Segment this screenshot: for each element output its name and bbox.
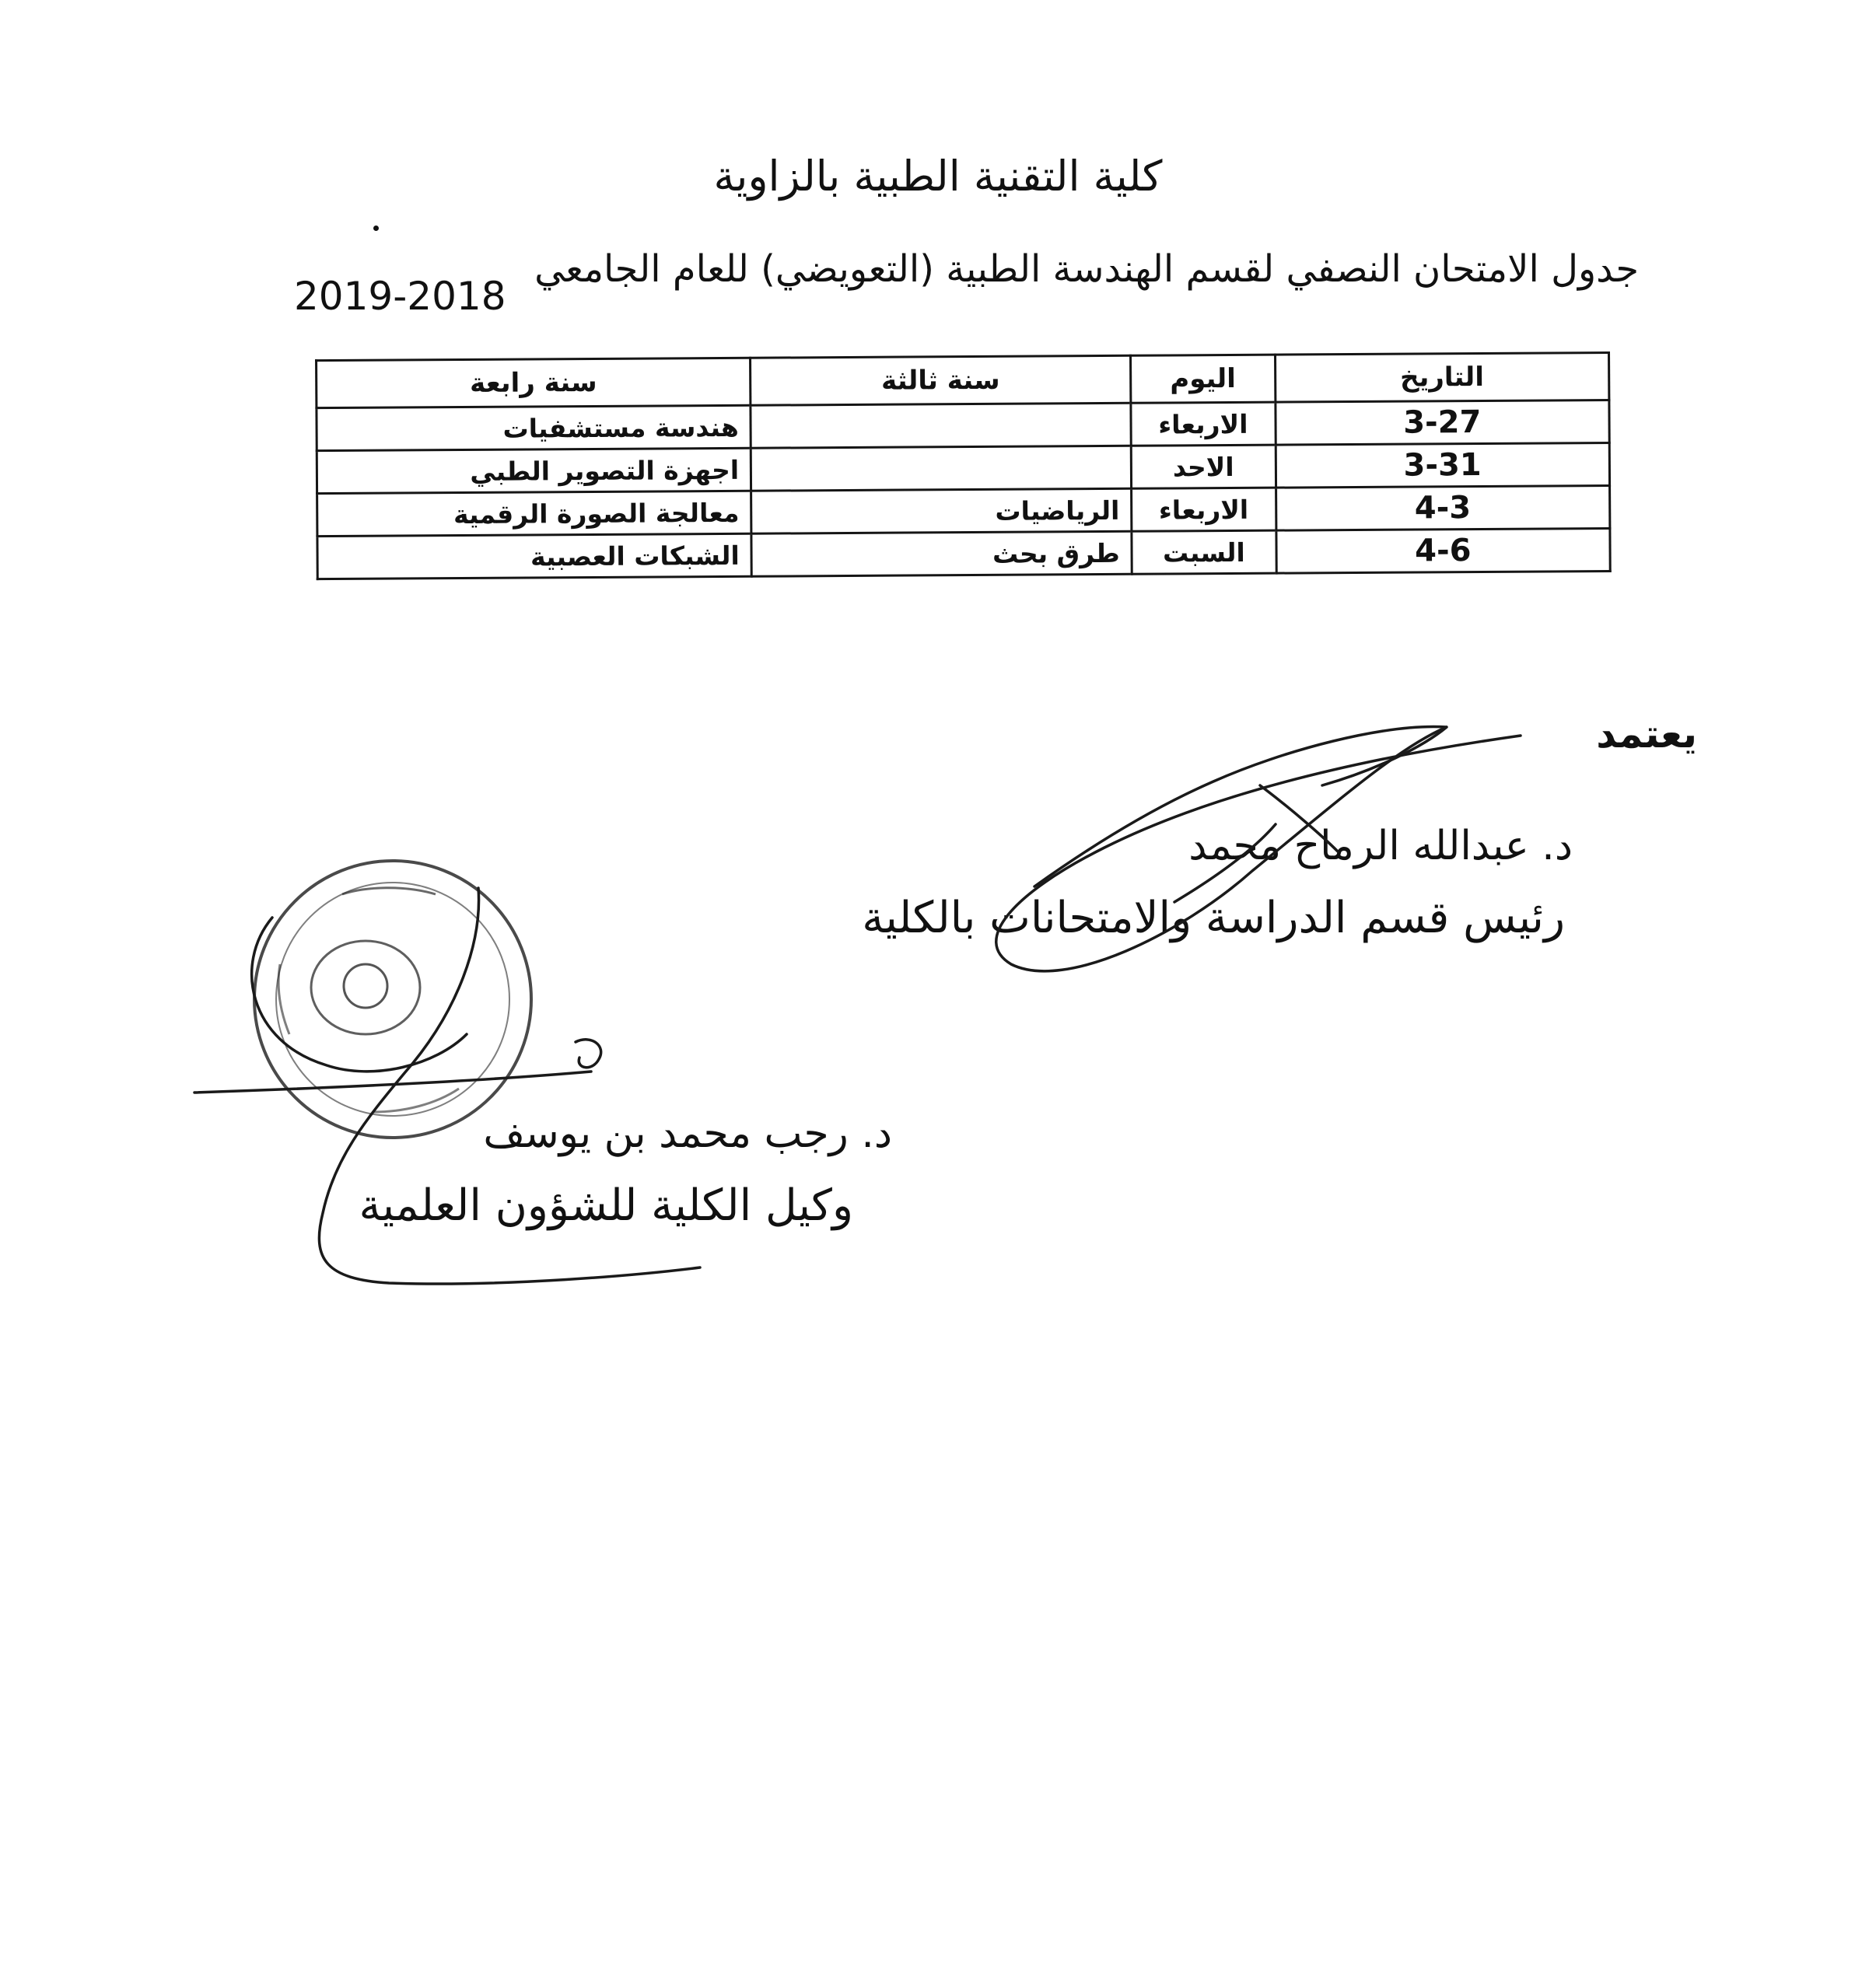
cell-fourth-year: اجهزة التصوير الطبي <box>317 448 751 493</box>
cell-third-year <box>751 403 1131 448</box>
official-stamp <box>254 861 531 1138</box>
cell-date: 4-3 <box>1276 486 1610 531</box>
header-day: اليوم <box>1131 355 1276 403</box>
table-row <box>317 400 1609 451</box>
approval-label: يعتمد <box>1596 712 1697 757</box>
header-fourth-year: سنة رابعة <box>317 358 751 407</box>
cell-fourth-year: الشبكات العصبية <box>317 533 752 579</box>
cell-day: الاربعاء <box>1131 402 1276 446</box>
exam-schedule-table <box>315 351 1612 580</box>
signatory1-name: د. عبدالله الرماح محمد <box>1188 823 1573 869</box>
cell-date: 3-31 <box>1276 443 1610 488</box>
cell-day: الاحد <box>1131 445 1276 488</box>
schedule-title-line1: جدول الامتحان النصفي لقسم الهندسة الطبية (التعويضي) للعام الجامعي <box>534 247 1639 291</box>
cell-third-year: الرياضيات <box>751 488 1132 533</box>
cell-day: السبت <box>1132 530 1276 574</box>
header-date: التاريخ <box>1275 353 1609 403</box>
cell-fourth-year: هندسة مستشفيات <box>317 405 751 450</box>
cell-day: الاربعاء <box>1132 488 1276 531</box>
stray-dot <box>373 226 379 231</box>
schedule-title-year: 2019-2018 <box>294 274 506 319</box>
signatory2-name: د. رجب محمد بن يوسف <box>483 1110 892 1157</box>
college-name: كلية التقنية الطبية بالزاوية <box>713 152 1163 201</box>
cell-third-year: طرق بحث <box>751 531 1132 576</box>
header-third-year: سنة ثالثة <box>751 355 1131 405</box>
signatory2-title: وكيل الكلية للشؤون العلمية <box>359 1180 853 1231</box>
cell-third-year <box>751 446 1131 491</box>
table-row <box>317 529 1610 579</box>
table-row <box>317 486 1610 537</box>
table-row <box>317 443 1609 494</box>
cell-date: 4-6 <box>1276 529 1610 574</box>
cell-date: 3-27 <box>1275 400 1609 446</box>
table-header-row <box>317 353 1609 408</box>
cell-fourth-year: معالجة الصورة الرقمية <box>317 491 752 536</box>
signatory1-title: رئيس قسم الدراسة والامتحانات بالكلية <box>862 893 1565 943</box>
